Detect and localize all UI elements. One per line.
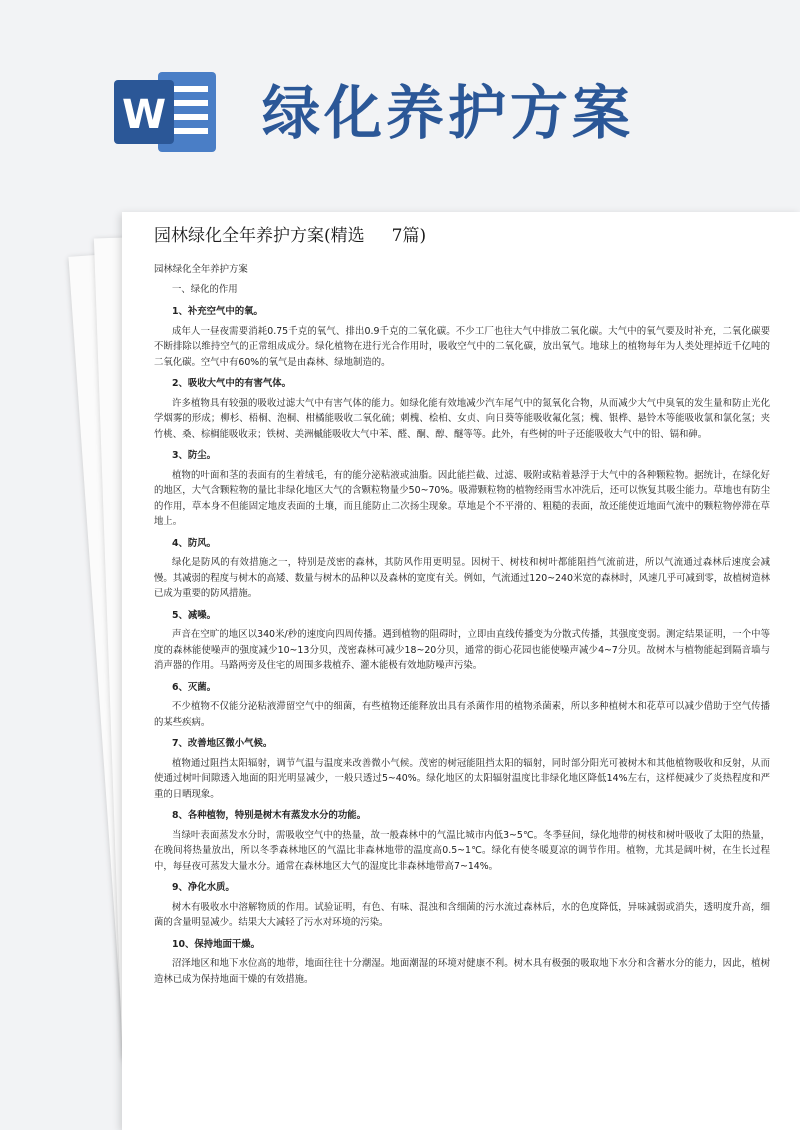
document-title: 园林绿化全年养护方案(精选 7篇) — [154, 226, 427, 246]
item-paragraph: 树木有吸收水中溶解物质的作用。试验证明，有色、有味、混浊和含细菌的污水流过森林后，水的色度降低，异味减弱或消失，透明度升高，细菌的含量明显减少。结果大大减轻了污水对环境的污染。 — [154, 901, 770, 928]
item-paragraph: 许多植物具有较强的吸收过滤大气中有害气体的能力。如绿化能有效地减少汽车尾气中的氮氧化合物，从而减少大气中臭氧的发生量和防止光化学烟雾的形成；柳杉、梧桐、泡桐、柑橘能吸收二氧化硫；刺槐、桧柏、女贞、向日葵等能吸收氟化氢；槐、银桦、悬铃木等能吸收氯和氯化氢；夹竹桃、桑、棕榈能吸收汞；铁树、美洲槭能吸收大气中苯、醛、酮、醇、醚等等。此外，有些树的叶子还能吸收大气中的铅、镉和砷。 — [154, 397, 770, 440]
section-heading: 一、绿化的作用 — [172, 283, 238, 295]
item-heading: 3、防尘。 — [172, 450, 217, 461]
item-heading: 8、各种植物，特别是树木有蒸发水分的功能。 — [172, 810, 367, 821]
item-heading: 7、改善地区微小气候。 — [172, 738, 273, 749]
item-heading: 5、减噪。 — [172, 609, 217, 621]
item-heading: 10、保持地面干燥。 — [172, 938, 261, 950]
document-page — [122, 212, 800, 1130]
item-paragraph: 不少植物不仅能分泌粘液滞留空气中的细菌，有些植物还能释放出具有杀菌作用的植物杀菌素，所以多种植树木和花草可以减少借助于空气传播的某些疾病。 — [154, 701, 770, 728]
intro-line: 园林绿化全年养护方案 — [154, 264, 248, 275]
item-paragraph: 沼泽地区和地下水位高的地带，地面往往十分潮湿。地面潮湿的环境对健康不利。树木具有极强的吸取地下水分和含蓄水分的能力，因此，植树造林已成为保持地面干燥的有效措施。 — [154, 958, 770, 985]
item-heading: 4、防风。 — [172, 537, 217, 549]
item-paragraph: 植物通过阻挡太阳辐射，调节气温与温度来改善微小气候。茂密的树冠能阻挡太阳的辐射，同时部分阳光可被树木和其他植物吸收和反射，从而使通过树叶间隙透入地面的阳光明显减少，一般只透过5~40%。绿化地区的太阳辐射温度比非绿化地区降低14%左右，这样便减少了炎热程度和严重的日晒现象。 — [154, 757, 770, 800]
item-heading: 6、灭菌。 — [172, 681, 217, 693]
item-paragraph: 绿化是防风的有效措施之一，特别是茂密的森林，其防风作用更明显。因树干、树枝和树叶都能阻挡气流前进，所以气流通过森林后速度会减慢。其减弱的程度与树木的高矮、数量与树木的品种以及森林的宽度有关。例如，气流通过120~240米宽的森林时，风速几乎可减到零，故植树造林已成为重要的防风措施。 — [154, 557, 770, 599]
item-heading: 1、补充空气中的氧。 — [172, 306, 263, 317]
item-paragraph: 当绿叶表面蒸发水分时，需吸收空气中的热量，故一般森林中的气温比城市内低3~5℃。冬季昼间，绿化地带的树枝和树叶吸收了太阳的热量，在晚间将热量放出，所以冬季森林地区的气温比非森林地带的温度高0.5~1℃。绿化有使冬暖夏凉的调节作用。植物，尤其是阔叶树，在生长过程中，每昼夜可蒸发大量水分。通常在森林地区大气的湿度比非森林地带高7~14%。 — [154, 829, 770, 872]
item-paragraph: 植物的叶面和茎的表面有的生着绒毛，有的能分泌粘液或油脂。因此能拦截、过滤、吸附或粘着悬浮于大气中的各种颗粒物。据统计，在绿化好的地区，大气含颗粒物的量比非绿化地区大气的含颗粒物量少50~70%。吸滞颗粒物的植物经雨雪水冲洗后，还可以恢复其吸尘能力。草地也有防尘的作用，草本身不但能固定地皮表面的土壤，而且能防止二次扬尘现象。草地是个不平滑的、粗糙的表面，故还能使近地面气流中的颗粒物停滞在草地上。 — [154, 469, 770, 527]
banner-title: 绿化养护方案 — [262, 79, 635, 147]
item-paragraph: 成年人一昼夜需要消耗0.75千克的氧气、排出0.9千克的二氧化碳。不少工厂也往大气中排放二氧化碳。大气中的氧气要及时补充，二氧化碳要不断排除以维持空气的正常组成成分。绿化植物在进行光合作用时，吸收空气中的二氧化碳，放出氧气。地球上的植物每年为人类处理掉近千亿吨的二氧化碳。空气中有60%的氧气是由森林、绿地制造的。 — [154, 325, 770, 368]
svg-text:W: W — [121, 92, 167, 138]
word-document-icon — [112, 62, 220, 162]
item-heading: 9、净化水质。 — [172, 882, 235, 893]
document-content — [154, 224, 770, 992]
header-banner — [0, 0, 800, 200]
item-heading: 2、吸收大气中的有害气体。 — [172, 378, 292, 389]
item-paragraph: 声音在空旷的地区以340米/秒的速度向四周传播。遇到植物的阻碍时，立即由直线传播变为分散式传播，其强度变弱。测定结果证明，一个中等度的森林能使噪声的强度减少10~13分贝，茂密森林可减少18~20分贝，通常的街心花园也能使噪声减少4~7分贝。故树木与植物能起到隔音墙与消声器的作用。马路两旁及住宅的周围多栽植乔、灌木能极有效地防噪声污染。 — [154, 629, 770, 671]
